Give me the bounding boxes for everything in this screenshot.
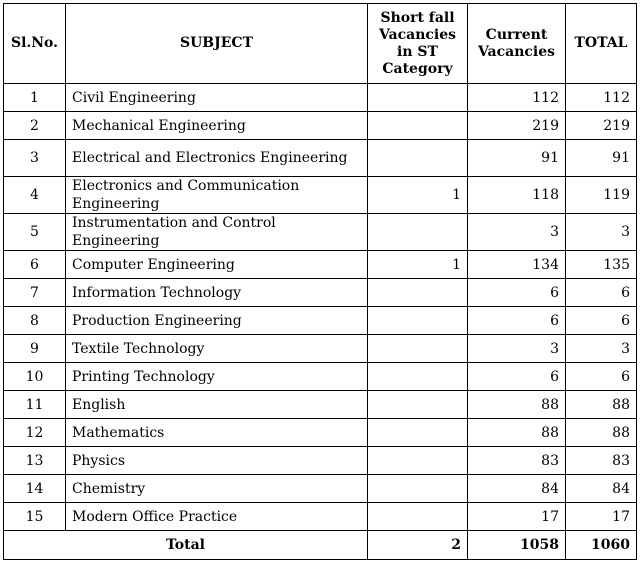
row-total: 112 bbox=[566, 84, 637, 112]
row-sl-no: 6 bbox=[4, 251, 66, 279]
row-subject: Mathematics bbox=[66, 419, 368, 447]
table-row bbox=[4, 214, 637, 251]
row-current-vacancies: 88 bbox=[468, 419, 566, 447]
row-sl-no: 9 bbox=[4, 335, 66, 363]
row-subject: Modern Office Practice bbox=[66, 503, 368, 531]
table-row bbox=[4, 335, 637, 363]
row-total: 219 bbox=[566, 112, 637, 140]
table-row bbox=[4, 447, 637, 475]
row-sl-no: 7 bbox=[4, 279, 66, 307]
row-subject: Civil Engineering bbox=[66, 84, 368, 112]
header-row bbox=[4, 4, 637, 84]
row-short-fall bbox=[368, 214, 468, 251]
header-subject: SUBJECT bbox=[66, 4, 368, 84]
row-short-fall bbox=[368, 112, 468, 140]
row-current-vacancies: 6 bbox=[468, 279, 566, 307]
row-total: 88 bbox=[566, 391, 637, 419]
row-sl-no: 14 bbox=[4, 475, 66, 503]
row-short-fall bbox=[368, 475, 468, 503]
row-sl-no: 11 bbox=[4, 391, 66, 419]
row-current-vacancies: 3 bbox=[468, 214, 566, 251]
row-short-fall bbox=[368, 279, 468, 307]
table-row bbox=[4, 112, 637, 140]
table-row bbox=[4, 391, 637, 419]
row-sl-no: 13 bbox=[4, 447, 66, 475]
row-sl-no: 8 bbox=[4, 307, 66, 335]
row-sl-no: 5 bbox=[4, 214, 66, 251]
row-total: 3 bbox=[566, 335, 637, 363]
row-subject: Information Technology bbox=[66, 279, 368, 307]
row-short-fall: 1 bbox=[368, 251, 468, 279]
row-current-vacancies: 88 bbox=[468, 391, 566, 419]
row-total: 135 bbox=[566, 251, 637, 279]
row-total: 119 bbox=[566, 177, 637, 214]
table-row bbox=[4, 419, 637, 447]
header-short-fall: Short fall Vacancies in ST Category bbox=[368, 4, 468, 84]
row-short-fall bbox=[368, 84, 468, 112]
row-current-vacancies: 134 bbox=[468, 251, 566, 279]
row-short-fall bbox=[368, 335, 468, 363]
row-total: 6 bbox=[566, 363, 637, 391]
row-current-vacancies: 6 bbox=[468, 307, 566, 335]
row-short-fall bbox=[368, 419, 468, 447]
row-short-fall bbox=[368, 363, 468, 391]
row-current-vacancies: 112 bbox=[468, 84, 566, 112]
row-total: 84 bbox=[566, 475, 637, 503]
row-current-vacancies: 84 bbox=[468, 475, 566, 503]
table-row bbox=[4, 475, 637, 503]
table-row bbox=[4, 307, 637, 335]
row-short-fall bbox=[368, 447, 468, 475]
row-sl-no: 12 bbox=[4, 419, 66, 447]
row-subject: Textile Technology bbox=[66, 335, 368, 363]
row-sl-no: 10 bbox=[4, 363, 66, 391]
row-short-fall bbox=[368, 391, 468, 419]
row-total: 83 bbox=[566, 447, 637, 475]
row-current-vacancies: 3 bbox=[468, 335, 566, 363]
row-total: 3 bbox=[566, 214, 637, 251]
table-row bbox=[4, 251, 637, 279]
row-current-vacancies: 118 bbox=[468, 177, 566, 214]
table-row bbox=[4, 279, 637, 307]
row-subject: Production Engineering bbox=[66, 307, 368, 335]
row-subject: Chemistry bbox=[66, 475, 368, 503]
row-sl-no: 1 bbox=[4, 84, 66, 112]
row-sl-no: 15 bbox=[4, 503, 66, 531]
table-row bbox=[4, 503, 637, 531]
row-subject: Mechanical Engineering bbox=[66, 112, 368, 140]
row-current-vacancies: 17 bbox=[468, 503, 566, 531]
row-sl-no: 3 bbox=[4, 140, 66, 177]
row-subject: Electrical and Electronics Engineering bbox=[66, 140, 368, 177]
row-subject: Computer Engineering bbox=[66, 251, 368, 279]
row-short-fall bbox=[368, 307, 468, 335]
total-row bbox=[4, 531, 637, 560]
row-short-fall bbox=[368, 503, 468, 531]
header-total: TOTAL bbox=[566, 4, 637, 84]
row-subject: Printing Technology bbox=[66, 363, 368, 391]
row-current-vacancies: 83 bbox=[468, 447, 566, 475]
row-short-fall: 1 bbox=[368, 177, 468, 214]
table-row bbox=[4, 84, 637, 112]
row-sl-no: 2 bbox=[4, 112, 66, 140]
row-current-vacancies: 6 bbox=[468, 363, 566, 391]
header-sl-no: Sl.No. bbox=[4, 4, 66, 84]
table-row bbox=[4, 177, 637, 214]
total-short-fall: 2 bbox=[368, 531, 468, 560]
row-subject: Instrumentation and Control Engineering bbox=[66, 214, 368, 251]
table-row bbox=[4, 363, 637, 391]
total-total: 1060 bbox=[566, 531, 637, 560]
vacancies-table bbox=[3, 3, 637, 560]
row-sl-no: 4 bbox=[4, 177, 66, 214]
row-subject: Physics bbox=[66, 447, 368, 475]
row-subject: Electronics and Communication Engineering bbox=[66, 177, 368, 214]
row-current-vacancies: 219 bbox=[468, 112, 566, 140]
row-total: 88 bbox=[566, 419, 637, 447]
row-total: 17 bbox=[566, 503, 637, 531]
row-total: 6 bbox=[566, 279, 637, 307]
header-current-vacancies: Current Vacancies bbox=[468, 4, 566, 84]
row-subject: English bbox=[66, 391, 368, 419]
row-total: 6 bbox=[566, 307, 637, 335]
row-current-vacancies: 91 bbox=[468, 140, 566, 177]
total-label: Total bbox=[4, 531, 368, 560]
row-total: 91 bbox=[566, 140, 637, 177]
table-row bbox=[4, 140, 637, 177]
total-current-vacancies: 1058 bbox=[468, 531, 566, 560]
row-short-fall bbox=[368, 140, 468, 177]
